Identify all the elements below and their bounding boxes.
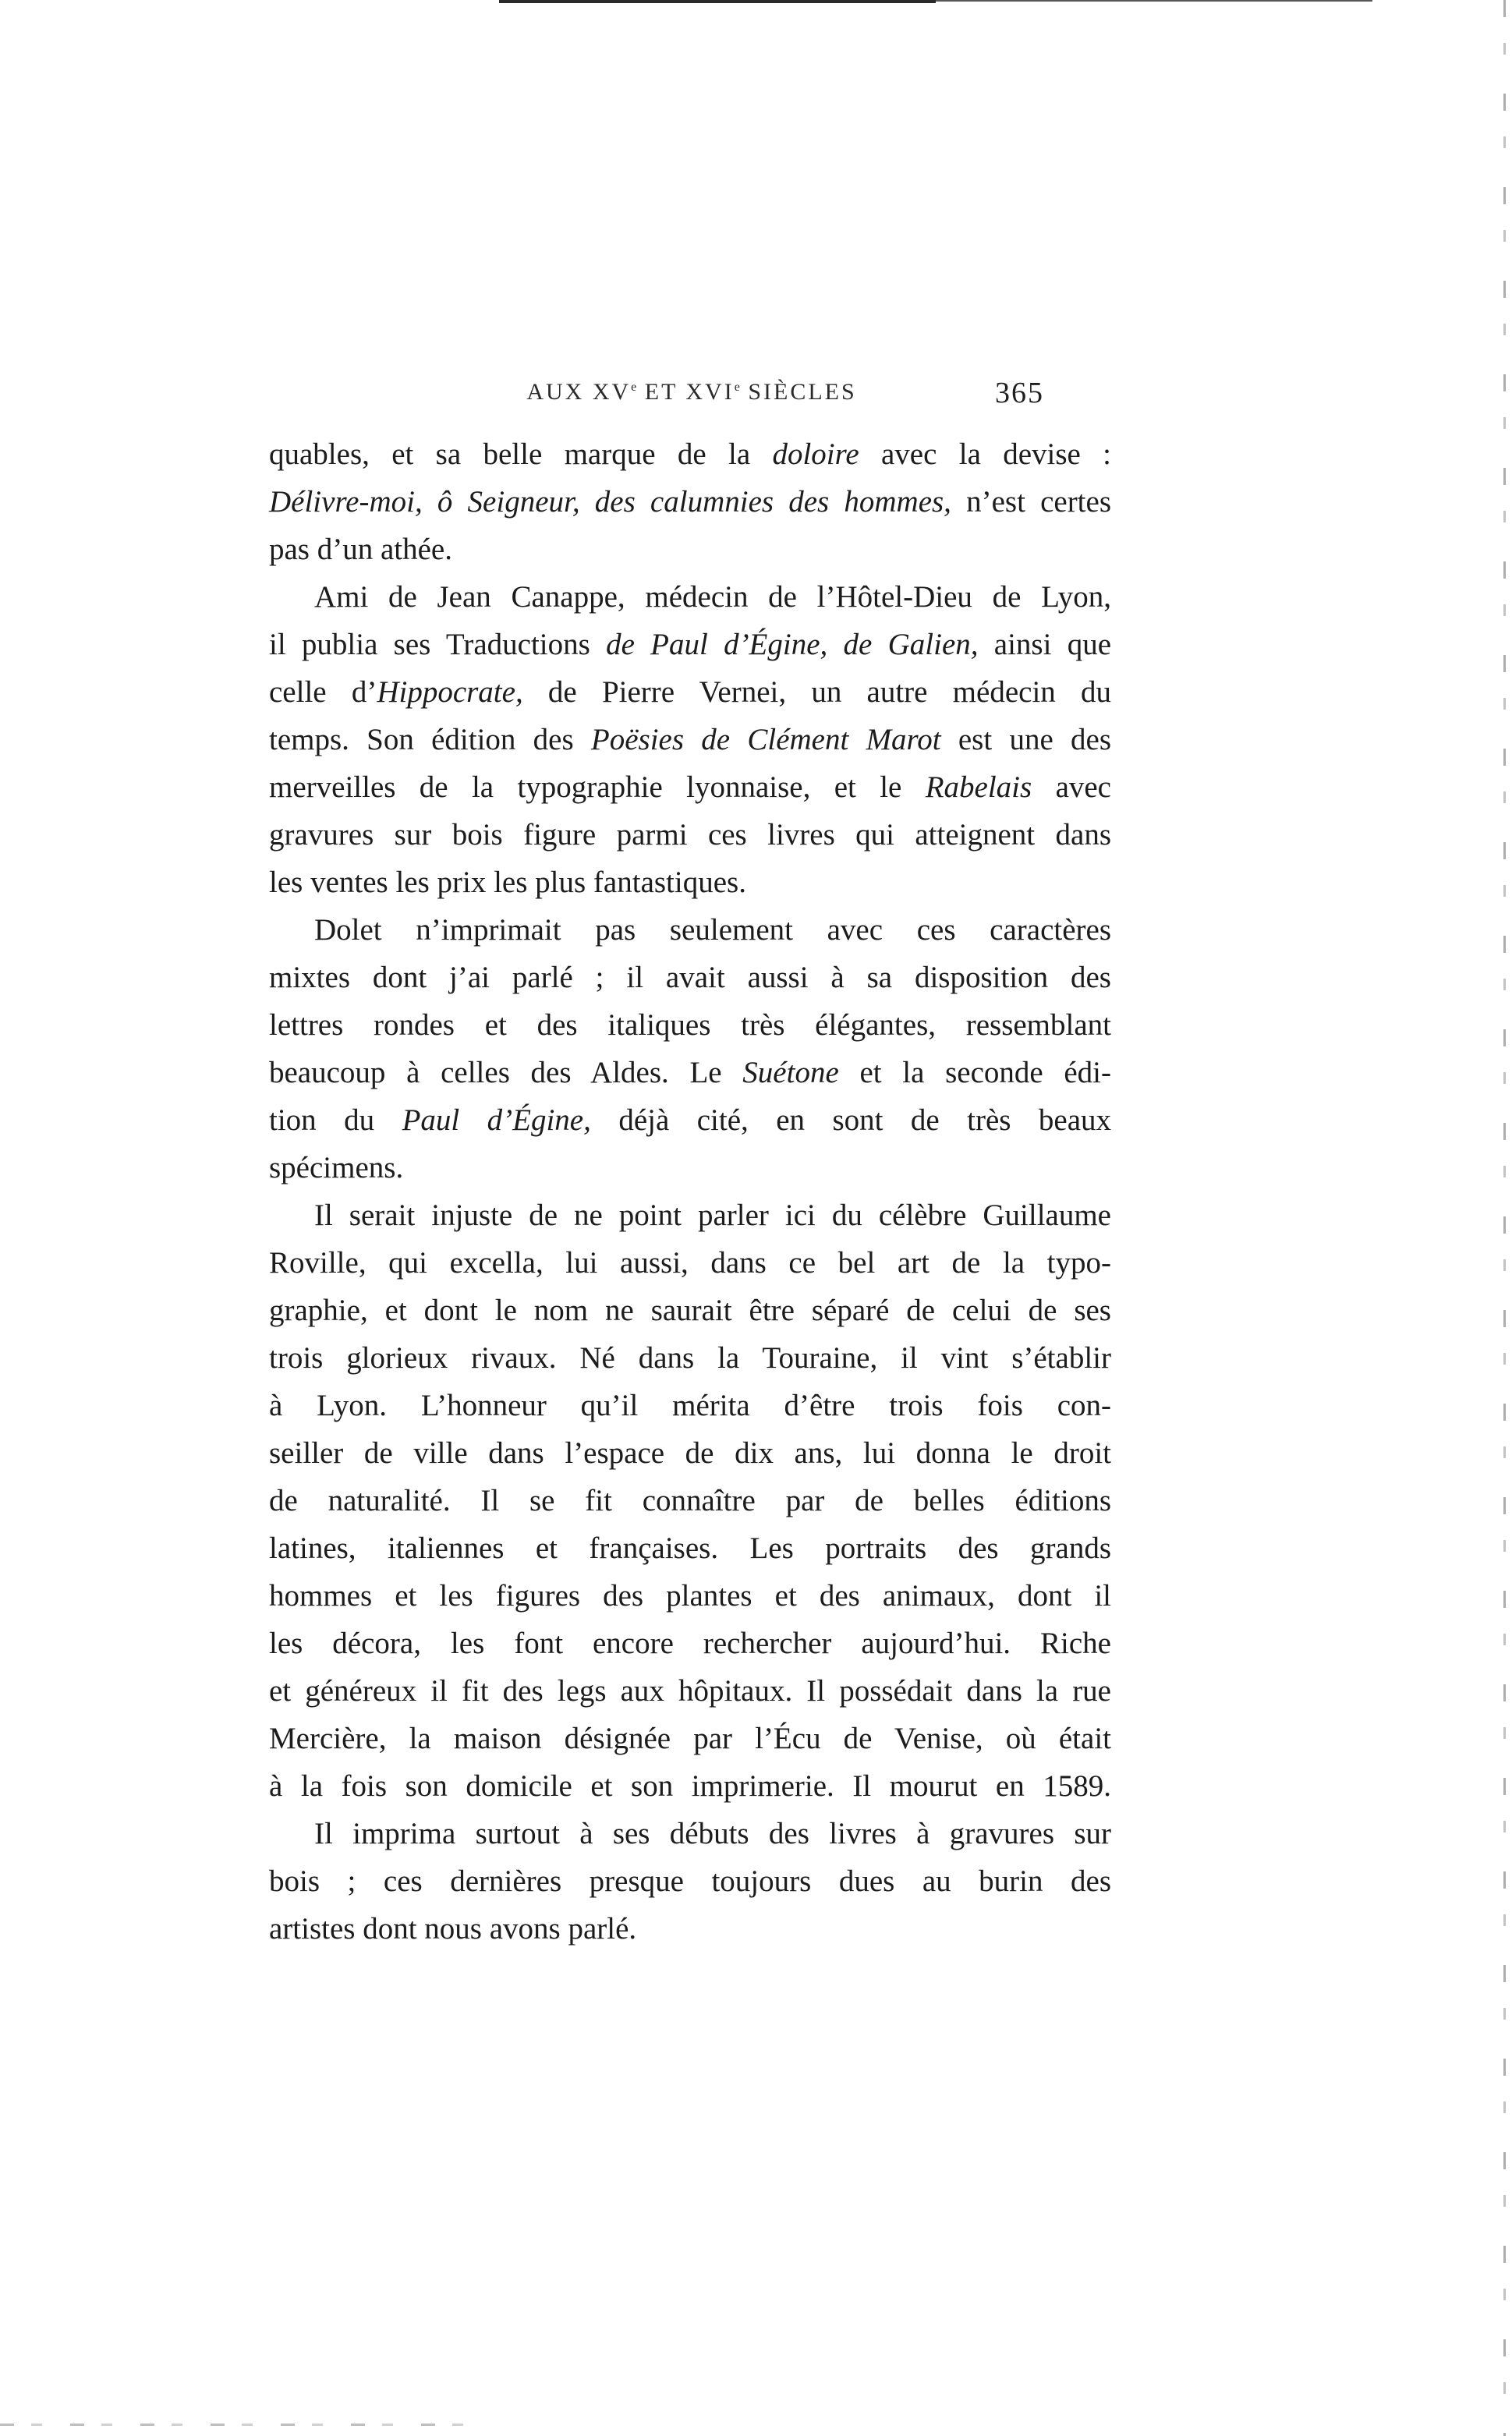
text-line: seiller de ville dans l’espace de dix ans, lui donna le droit [269,1436,1111,1470]
paragraph-4 [269,1191,1111,1810]
running-head-superscript-2: e [734,381,740,394]
paragraph-3 [269,906,1111,1191]
text-line: bois ; ces dernières presque toujours dues au burin des [269,1864,1111,1898]
text-line: à Lyon. L’honneur qu’il mérita d’être trois fois con- [269,1389,1111,1422]
italic-run: Rabelais [925,770,1032,804]
text-run: tion du [269,1103,402,1137]
text-line: Mercière, la maison désignée par l’Écu de Venise, où était [269,1722,1111,1755]
text-line: latines, italiennes et françaises. Les portraits des grands [269,1531,1111,1565]
text-run: déjà cité, en sont de très beaux [590,1103,1112,1137]
italic-run: Paul d’Égine, [402,1103,591,1137]
running-head-text-1: AUX XV [526,379,632,405]
paragraph-2 [269,573,1111,906]
text-line: mixtes dont j’ai parlé ; il avait aussi à sa disposition des [269,961,1111,994]
italic-run: Hippocrate, [377,675,523,709]
italic-run: doloire [772,437,859,471]
text-run: avec la devise : [859,437,1111,471]
running-head [0,0,1512,421]
text-line: gravures sur bois figure parmi ces livres qui atteignent dans [269,818,1111,852]
text-line: Il imprima surtout à ses débuts des livres à gravures sur [314,1817,1111,1850]
text-line: à la fois son domicile et son imprimerie. Il mourut en 1589. [269,1769,1111,1803]
text-run: beaucoup à celles des Aldes. Le [269,1056,743,1089]
running-head-text-2: ET XVI [636,379,735,405]
text-line [269,430,1111,478]
text-line: hommes et les figures des plantes et des animaux, dont il [269,1579,1111,1613]
text-line [269,1096,1111,1144]
bottom-scan-edge [0,2424,483,2426]
text-run: temps. Son édition des [269,723,591,756]
italic-run: Délivre-moi, ô Seigneur, des calumnies des hommes, [269,485,951,519]
text-run: de Pierre Vernei, un autre médecin du [522,675,1111,709]
text-line [269,621,1111,668]
running-head-title [508,379,875,405]
text-line: trois glorieux rivaux. Né dans la Touraine, il vint s’établir [269,1341,1111,1375]
italic-run: Poësies de Clément Marot [590,723,941,756]
text-run: il publia ses Traductions [269,628,607,661]
text-line [269,1049,1111,1096]
text-line: lettres rondes et des italiques très élégantes, ressemblant [269,1008,1111,1042]
text-run: n’est certes [951,485,1111,519]
text-line: Dolet n’imprimait pas seulement avec ces caractères [314,913,1111,947]
text-line: pas d’un athée. [269,533,452,566]
text-line: et généreux il fit des legs aux hôpitaux. Il possédait dans la rue [269,1674,1111,1708]
text-run: celle d’ [269,675,377,709]
text-line: de naturalité. Il se fit connaître par de belles éditions [269,1484,1111,1517]
text-line [269,716,1111,763]
paragraph-5 [269,1810,1111,1953]
running-head-text-3: SIÈCLES [739,379,857,405]
text-run: merveilles de la typographie lyonnaise, et le [269,770,926,804]
italic-run: de Paul d’Égine, de Galien, [606,628,979,661]
text-line [269,478,1111,526]
text-run: et la seconde édi- [838,1056,1112,1089]
text-line: artistes dont nous avons parlé. [269,1912,637,1946]
italic-run: Suétone [742,1056,839,1089]
body-text [269,430,1111,1953]
text-line: graphie, et dont le nom ne saurait être séparé de celui de ses [269,1294,1111,1327]
text-run: ainsi que [978,628,1112,661]
running-head-superscript-1: e [631,381,637,394]
text-run: quables, et sa belle marque de la [269,437,773,471]
text-run: avec [1032,770,1111,804]
text-line: Il serait injuste de ne point parler ici du célèbre Guillaume [314,1199,1111,1232]
text-line: les ventes les prix les plus fantastiques. [269,866,746,899]
page-number: 365 [995,377,1044,409]
text-line: spécimens. [269,1151,404,1184]
text-line: Ami de Jean Canappe, médecin de l’Hôtel-Dieu de Lyon, [314,580,1111,614]
text-run: est une des [940,723,1111,756]
paragraph-1 [269,430,1111,573]
text-line [269,668,1111,716]
text-line: Roville, qui excella, lui aussi, dans ce bel art de la typo- [269,1246,1111,1280]
text-line [269,763,1111,811]
text-line: les décora, les font encore rechercher aujourd’hui. Riche [269,1627,1111,1660]
